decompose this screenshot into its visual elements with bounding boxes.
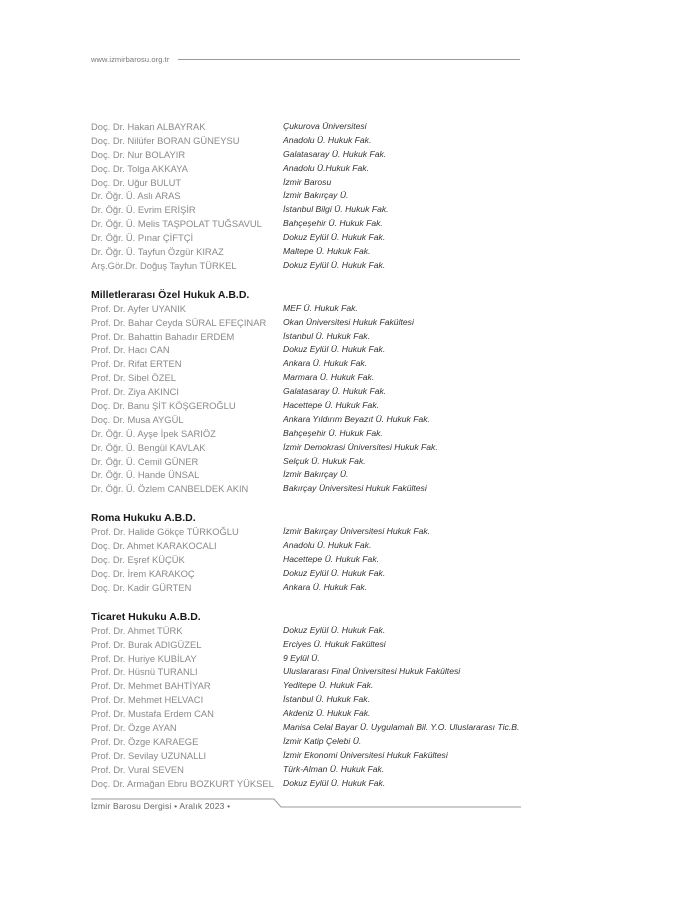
member-name: Prof. Dr. Mehmet BAHTİYAR xyxy=(91,680,211,692)
member-institution: İzmir Katip Çelebi Ü. xyxy=(283,735,362,746)
member-name: Dr. Öğr. Ü. Tayfun Özgür KIRAZ xyxy=(91,246,224,258)
list-item xyxy=(91,638,531,652)
list-item xyxy=(91,482,531,496)
list-item xyxy=(91,763,531,777)
list-item xyxy=(91,567,531,581)
member-institution: Anadolu Ü.Hukuk Fak. xyxy=(283,162,369,173)
footer-text: İzmir Barosu Dergisi • Aralık 2023 • xyxy=(91,801,231,811)
member-institution: İzmir Demokrasi Üniversitesi Hukuk Fak. xyxy=(283,441,438,452)
member-name: Prof. Dr. Vural SEVEN xyxy=(91,763,184,775)
member-institution: Dokuz Eylül Ü. Hukuk Fak. xyxy=(283,259,386,270)
list-item xyxy=(91,749,531,763)
list-item xyxy=(91,679,531,693)
section xyxy=(91,288,531,496)
member-institution: Ankara Ü. Hukuk Fak. xyxy=(283,358,368,369)
member-name: Doç. Dr. Eşref KÜÇÜK xyxy=(91,554,185,566)
member-name: Doç. Dr. Nilüfer BORAN GÜNEYSU xyxy=(91,134,240,146)
member-institution: Dokuz Eylül Ü. Hukuk Fak. xyxy=(283,777,386,788)
member-institution: Akdeniz Ü. Hukuk Fak. xyxy=(283,708,371,719)
member-name: Prof. Dr. Mustafa Erdem CAN xyxy=(91,708,214,720)
member-name: Arş.Gör.Dr. Doğuş Tayfun TÜRKEL xyxy=(91,259,237,271)
member-name: Prof. Dr. Sevilay UZUNALLI xyxy=(91,749,207,761)
list-item xyxy=(91,468,531,482)
member-name: Prof. Dr. Hüsnü TURANLI xyxy=(91,666,198,678)
member-institution: Marmara Ü. Hukuk Fak. xyxy=(283,372,375,383)
member-name: Prof. Dr. Sibel ÖZEL xyxy=(91,372,176,384)
member-institution: Bahçeşehir Ü. Hukuk Fak. xyxy=(283,427,383,438)
member-institution: İzmir Barosu xyxy=(283,176,332,187)
member-institution: İzmir Bakırçay Üniversitesi Hukuk Fak. xyxy=(283,526,431,537)
list-item xyxy=(91,413,531,427)
member-institution: Galatasaray Ü. Hukuk Fak. xyxy=(283,386,387,397)
member-name: Dr. Öğr. Ü. Cemil GÜNER xyxy=(91,455,199,467)
member-institution: Erciyes Ü. Hukuk Fakültesi xyxy=(283,638,386,649)
member-name: Doç. Dr. Banu ŞİT KÖŞGEROĞLU xyxy=(91,400,236,412)
member-name: Doç. Dr. Hakan ALBAYRAK xyxy=(91,121,206,132)
member-institution: İstanbul Ü. Hukuk Fak. xyxy=(283,330,370,341)
member-institution: İzmir Bakırçay Ü. xyxy=(283,469,349,480)
section xyxy=(91,511,531,594)
member-institution: Okan Üniversitesi Hukuk Fakültesi xyxy=(283,316,414,327)
member-institution: İzmir Bakırçay Ü. xyxy=(283,190,349,201)
member-institution: Yeditepe Ü. Hukuk Fak. xyxy=(283,680,374,691)
member-institution: Ankara Ü. Hukuk Fak. xyxy=(283,581,368,592)
member-institution: Bahçeşehir Ü. Hukuk Fak. xyxy=(283,218,383,229)
member-institution: Galatasaray Ü. Hukuk Fak. xyxy=(283,148,387,159)
member-institution: İstanbul Ü. Hukuk Fak. xyxy=(283,694,370,705)
member-name: Doç. Dr. Musa AYGÜL xyxy=(91,413,184,425)
member-name: Doç. Dr. Kadir GÜRTEN xyxy=(91,581,192,593)
list-item xyxy=(91,441,531,455)
member-institution: Hacettepe Ü. Hukuk Fak. xyxy=(283,400,380,411)
list-item xyxy=(91,162,531,176)
member-institution: Uluslararası Final Üniversitesi Hukuk Fakültesi xyxy=(283,666,461,677)
member-name: Doç. Dr. Nur BOLAYIR xyxy=(91,148,186,160)
member-name: Dr. Öğr. Ü. Bengül KAVLAK xyxy=(91,441,206,453)
member-name: Prof. Dr. Özge KARAEGE xyxy=(91,735,199,747)
list-item xyxy=(91,189,531,203)
section-title: Ticaret Hukuku A.B.D. xyxy=(91,610,201,623)
member-name: Dr. Öğr. Ü. Melis TAŞPOLAT TUĞSAVUL xyxy=(91,218,262,230)
list-item xyxy=(91,302,531,316)
section-title: Roma Hukuku A.B.D. xyxy=(91,512,196,525)
member-name: Dr. Öğr. Ü. Hande ÜNSAL xyxy=(91,469,200,481)
member-name: Doç. Dr. Ahmet KARAKOCALI xyxy=(91,540,217,552)
member-institution: Anadolu Ü. Hukuk Fak. xyxy=(283,134,372,145)
list-item xyxy=(91,624,531,638)
member-name: Dr. Öğr. Ü. Ayşe İpek SARIÖZ xyxy=(91,427,216,439)
member-name: Prof. Dr. Özge AYAN xyxy=(91,721,177,733)
member-name: Prof. Dr. Rifat ERTEN xyxy=(91,358,182,370)
member-institution: Çukurova Üniversitesi xyxy=(283,121,367,131)
member-institution: Dokuz Eylül Ü. Hukuk Fak. xyxy=(283,624,386,635)
member-institution: Dokuz Eylül Ü. Hukuk Fak. xyxy=(283,344,386,355)
list-item xyxy=(91,735,531,749)
member-institution: Dokuz Eylül Ü. Hukuk Fak. xyxy=(283,232,386,243)
list-item xyxy=(91,707,531,721)
member-institution: Hacettepe Ü. Hukuk Fak. xyxy=(283,554,380,565)
list-item xyxy=(91,777,531,791)
member-name: Prof. Dr. Burak ADIGÜZEL xyxy=(91,638,202,650)
list-item xyxy=(91,371,531,385)
member-name: Prof. Dr. Ayfer UYANIK xyxy=(91,302,186,314)
list-item xyxy=(91,330,531,344)
list-item xyxy=(91,203,531,217)
list-item xyxy=(91,581,531,595)
member-institution: Manisa Celal Bayar Ü. Uygulamalı Bil. Y.O. Uluslararası Tic.B. xyxy=(283,721,520,732)
list-item xyxy=(91,245,531,259)
member-institution: Maltepe Ü. Hukuk Fak. xyxy=(283,246,371,257)
list-item xyxy=(91,693,531,707)
member-institution: Dokuz Eylül Ü. Hukuk Fak. xyxy=(283,567,386,578)
list-item xyxy=(91,652,531,666)
list-item xyxy=(91,259,531,273)
list-item xyxy=(91,343,531,357)
list-item xyxy=(91,134,531,148)
section xyxy=(91,120,531,273)
member-institution: İzmir Ekonomi Üniversitesi Hukuk Fakültesi xyxy=(283,749,448,760)
member-name: Doç. Dr. İrem KARAKOÇ xyxy=(91,567,195,579)
list-item xyxy=(91,721,531,735)
list-item xyxy=(91,176,531,190)
list-item xyxy=(91,455,531,469)
member-name: Prof. Dr. Halide Gökçe TÜRKOĞLU xyxy=(91,526,239,538)
editorial-list xyxy=(91,120,531,790)
member-institution: MEF Ü. Hukuk Fak. xyxy=(283,302,358,313)
member-institution: İstanbul Bilgi Ü. Hukuk Fak. xyxy=(283,204,389,215)
list-item xyxy=(91,539,531,553)
list-item xyxy=(91,665,531,679)
header-rule xyxy=(178,59,520,60)
member-name: Dr. Öğr. Ü. Özlem CANBELDEK AKIN xyxy=(91,483,249,495)
member-institution: Türk-Alman Ü. Hukuk Fak. xyxy=(283,763,385,774)
list-item xyxy=(91,385,531,399)
list-item xyxy=(91,357,531,371)
member-name: Dr. Öğr. Ü. Aslı ARAS xyxy=(91,190,181,202)
section xyxy=(91,610,531,791)
member-institution: Selçuk Ü. Hukuk Fak. xyxy=(283,455,366,466)
member-name: Prof. Dr. Hacı CAN xyxy=(91,344,170,356)
member-name: Prof. Dr. Ahmet TÜRK xyxy=(91,624,183,636)
member-institution: Ankara Yıldırım Beyazıt Ü. Hukuk Fak. xyxy=(283,413,430,424)
member-name: Dr. Öğr. Ü. Evrim ERİŞİR xyxy=(91,204,196,216)
member-name: Prof. Dr. Bahattin Bahadır ERDEM xyxy=(91,330,235,342)
member-name: Doç. Dr. Tolga AKKAYA xyxy=(91,162,188,174)
list-item xyxy=(91,525,531,539)
list-item xyxy=(91,231,531,245)
member-institution: Bakırçay Üniversitesi Hukuk Fakültesi xyxy=(283,483,427,494)
member-name: Dr. Öğr. Ü. Pınar ÇİFTÇİ xyxy=(91,232,194,244)
member-institution: 9 Eylül Ü. xyxy=(283,652,320,663)
member-name: Doç. Dr. Uğur BULUT xyxy=(91,176,182,188)
section-title: Milletlerarası Özel Hukuk A.B.D. xyxy=(91,288,250,301)
list-item xyxy=(91,148,531,162)
header-url: www.izmirbarosu.org.tr xyxy=(91,55,170,64)
list-item xyxy=(91,427,531,441)
list-item xyxy=(91,553,531,567)
member-name: Doç. Dr. Armağan Ebru BOZKURT YÜKSEL xyxy=(91,777,274,789)
list-item xyxy=(91,316,531,330)
member-institution: Anadolu Ü. Hukuk Fak. xyxy=(283,540,372,551)
list-item xyxy=(91,217,531,231)
list-item xyxy=(91,120,531,134)
member-name: Prof. Dr. Bahar Ceyda SÜRAL EFEÇINAR xyxy=(91,316,267,328)
member-name: Prof. Dr. Mehmet HELVACI xyxy=(91,694,204,706)
member-name: Prof. Dr. Huriye KUBİLAY xyxy=(91,652,197,664)
member-name: Prof. Dr. Ziya AKINCI xyxy=(91,386,180,398)
list-item xyxy=(91,399,531,413)
